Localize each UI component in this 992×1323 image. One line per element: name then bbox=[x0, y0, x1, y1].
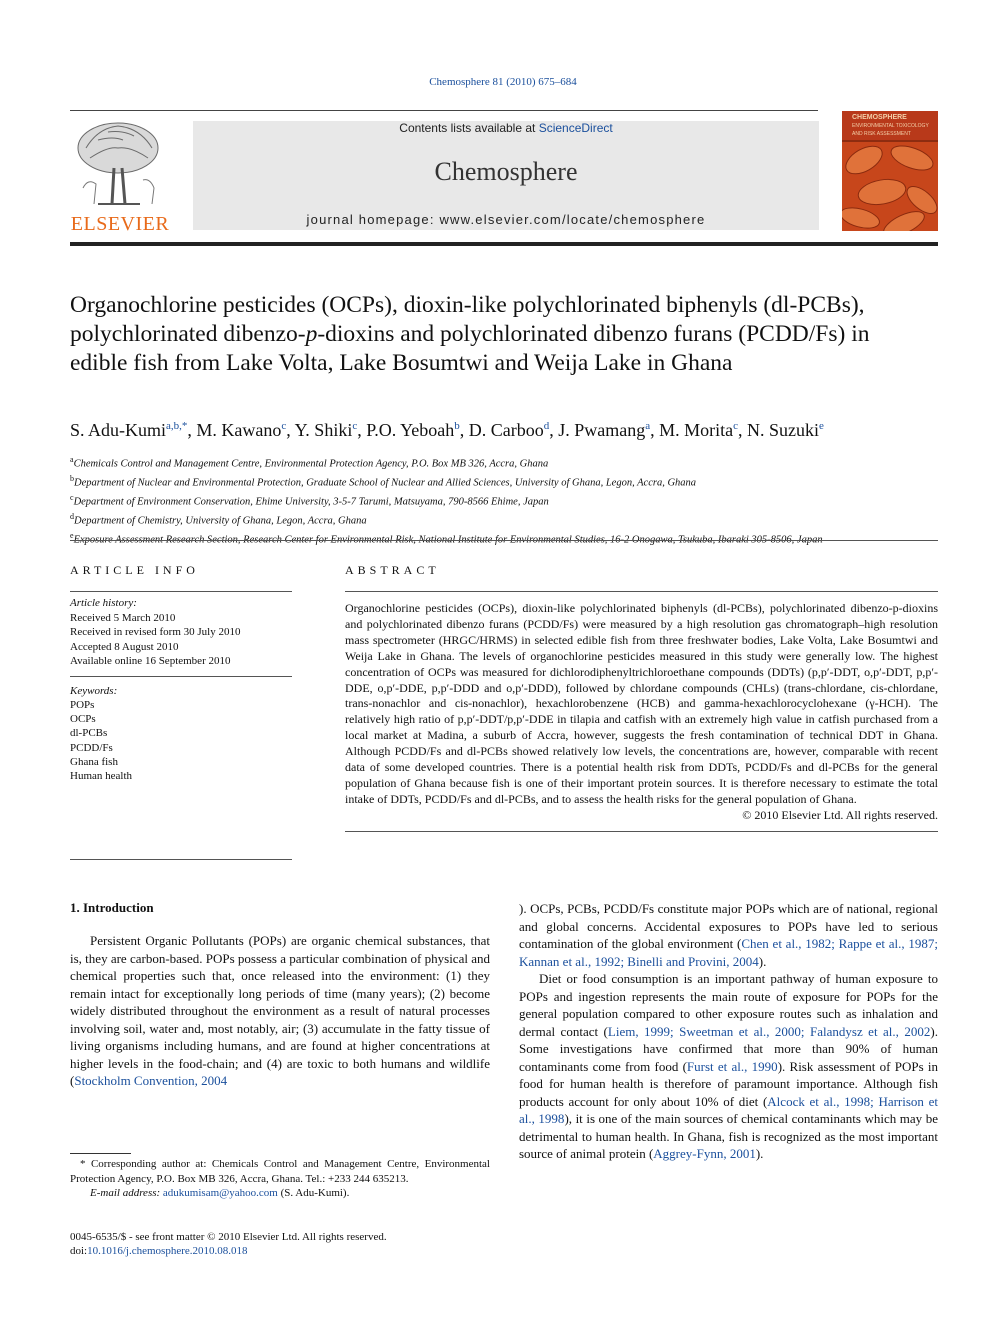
history-item: Available online 16 September 2010 bbox=[70, 655, 231, 667]
abstract-heading: ABSTRACT bbox=[345, 563, 440, 577]
author-name[interactable]: D. Carboo bbox=[468, 420, 544, 440]
masthead-thick-rule bbox=[70, 242, 938, 246]
cover-leaves-icon bbox=[842, 140, 938, 231]
author-email-link[interactable]: adukumisam@yahoo.com bbox=[162, 1187, 278, 1199]
author-affiliation-marker[interactable]: c bbox=[352, 420, 358, 432]
exposure-citations-link[interactable]: Liem, 1999; Sweetman et al., 2000; Falandysz et al., 2002 bbox=[607, 1023, 931, 1039]
author-separator: , bbox=[286, 420, 295, 440]
affiliation-key: b bbox=[70, 474, 74, 483]
aggrey-fynn-citation-link[interactable]: Aggrey-Fynn, 2001 bbox=[653, 1146, 756, 1161]
keywords-label: Keywords: bbox=[70, 684, 118, 697]
affiliation-text: Department of Environment Conservation, Ehime University, 3-5-7 Tarumi, Matsuyama, 790-8566 Ehime, Japan bbox=[73, 496, 549, 508]
author-affiliation-marker[interactable]: a bbox=[645, 420, 651, 432]
author-affiliation-marker[interactable]: e bbox=[819, 420, 824, 432]
keywords bbox=[70, 684, 292, 784]
intro-paragraph-2: Diet or food consumption is an important pathway of human exposure to POPs and ingestion represents the main route of exposure for POPs for the general population compared to other exposure routes such as inhalation and dermal contact (Liem, 1999; Sweetman et al., 2000; Falandysz et al., 2002). Some investigations have confirmed that more than 90% of human contaminants come from food (Furst et al., 1990). Risk assessment of POPs in food for human health is therefore of paramount importance. Although fish products account for only about 10% of diet (Alcock et al., 1998; Harrison et al., 1998), it is one of the main sources of chemical contaminants which may be detrimental to human health. In Ghana, fish is recognized as the most important source of animal protein (Aggrey-Fynn, 2001). bbox=[519, 971, 938, 1161]
author-list bbox=[70, 420, 950, 441]
introduction-heading: 1. Introduction bbox=[70, 900, 154, 915]
issn-doi-block bbox=[70, 1230, 490, 1258]
author-name[interactable]: N. Suzuki bbox=[747, 420, 820, 440]
author-separator: , bbox=[549, 420, 559, 440]
author-name[interactable]: J. Pwamang bbox=[558, 420, 646, 440]
abstract bbox=[345, 563, 938, 832]
history-item: Received 5 March 2010 bbox=[70, 611, 176, 624]
keyword-item: PCDD/Fs bbox=[70, 741, 113, 754]
affiliation-key: c bbox=[70, 493, 74, 502]
keyword-item: OCPs bbox=[70, 713, 96, 726]
footnote-email-line: E-mail address: adukumisam@yahoo.com (S. Adu-Kumi). bbox=[90, 1187, 350, 1199]
author-affiliation-marker[interactable]: c bbox=[733, 420, 739, 432]
author-affiliation-marker[interactable]: b bbox=[454, 420, 460, 432]
cover-label: CHEMOSPHERE ENVIRONMENTAL TOXICOLOGY AND RISK ASSESSMENT bbox=[852, 114, 929, 137]
footnote-rule bbox=[70, 1153, 131, 1154]
doi-link[interactable]: 10.1016/j.chemosphere.2010.08.018 bbox=[87, 1245, 248, 1257]
journal-header-box bbox=[193, 121, 819, 230]
doi-line: doi:10.1016/j.chemosphere.2010.08.018 bbox=[70, 1245, 248, 1257]
article-info-rule bbox=[70, 591, 292, 592]
journal-homepage[interactable]: journal homepage: www.elsevier.com/locate/chemosphere bbox=[306, 212, 706, 227]
author-separator: , bbox=[650, 420, 660, 440]
author-name[interactable]: S. Adu-Kumi bbox=[70, 420, 167, 440]
affiliation-item bbox=[70, 529, 950, 548]
abstract-rule bbox=[345, 591, 938, 592]
author-name[interactable]: M. Morita bbox=[659, 420, 734, 440]
author-name[interactable]: M. Kawano bbox=[196, 420, 282, 440]
masthead-top-rule bbox=[70, 110, 818, 111]
affiliation-key: a bbox=[70, 455, 74, 464]
intro-paragraph-1a: Persistent Organic Pollutants (POPs) are organic chemical substances, that is, they are carbon-based. POPs possess a particular combination of physical and chemical properties such that, once released into the environment: (1) they remain intact for exceptionally long periods of time (many years); (2) become widely distributed throughout the environment as a result of natural processes involving soil, water and, most notably, air; (3) accumulate in the fatty tissue of living organisms including humans, and are found at higher concentrations at higher levels in the food-chain; and (4) are toxic to both humans and wildlife (Stockholm Convention, 2004 bbox=[70, 933, 490, 1088]
affiliation-key: e bbox=[70, 531, 74, 540]
contents-availability: Contents lists available at ScienceDirect bbox=[399, 121, 613, 135]
author-affiliation-marker[interactable]: a,b,* bbox=[166, 420, 188, 432]
history-item: Accepted 8 August 2010 bbox=[70, 640, 179, 653]
issn-line: 0045-6535/$ - see front matter © 2010 Elsevier Ltd. All rights reserved. bbox=[70, 1231, 387, 1243]
author-affiliation-marker[interactable]: d bbox=[543, 420, 550, 432]
article-info-heading: ARTICLE INFO bbox=[70, 563, 199, 577]
diet-citations-link[interactable]: Alcock et al., 1998; Harrison et al., 1998 bbox=[519, 1093, 938, 1126]
keyword-item: Human health bbox=[70, 770, 133, 783]
elsevier-wordmark: ELSEVIER bbox=[70, 213, 170, 235]
history-label: Article history: bbox=[70, 597, 137, 609]
article-title: Organochlorine pesticides (OCPs), dioxin-like polychlorinated biphenyls (dl-PCBs), polychlorinated dibenzo-p-dioxins and polychlorinated dibenzo furans (PCDD/Fs) in edible fish from Lake Volta, Lake Bosumtwi and Weija Lake in Ghana bbox=[70, 292, 870, 376]
author-separator: , bbox=[459, 420, 469, 440]
abstract-copyright: © 2010 Elsevier Ltd. All rights reserved. bbox=[742, 807, 938, 822]
elsevier-logo[interactable] bbox=[68, 118, 174, 234]
affiliation-item bbox=[70, 510, 950, 529]
affiliation-text: Department of Chemistry, University of Ghana, Legon, Accra, Ghana bbox=[74, 515, 367, 527]
body-column-right bbox=[519, 900, 938, 1163]
elsevier-tree-icon bbox=[68, 118, 168, 210]
article-info-bottom-rule bbox=[70, 859, 292, 860]
affiliation-rule bbox=[70, 540, 938, 541]
journal-cover-image[interactable] bbox=[842, 111, 938, 231]
body-column-left bbox=[70, 900, 490, 1090]
affiliation-text: Department of Nuclear and Environmental Protection, Graduate School of Nuclear and Allied Sciences, University of Ghana, Legon, Accra, Ghana bbox=[74, 477, 697, 489]
affiliation-item bbox=[70, 491, 950, 510]
journal-name: Chemosphere bbox=[434, 157, 578, 186]
affiliation-text: Exposure Assessment Research Section, Research Center for Environmental Risk, National Institute for Environmental Studies, 16-2 Onogawa, Tsukuba, Ibaraki 305-8506, Japan bbox=[73, 534, 823, 546]
keyword-item: dl-PCBs bbox=[70, 727, 108, 740]
abstract-text: Organochlorine pesticides (OCPs), dioxin-like polychlorinated biphenyls (dl-PCBs), polychlorinated dibenzo-p-dioxins and polychlorinated dibenzo furans (PCDD/Fs) were measured by a high resolution gas chromatograph–high resolution mass spectrometer (HRGC/HRMS) in selected edible fish from three freshwater bodies, Lake Volta, Lake Bosumtwi and Weija Lake in Ghana. The levels of organochlorine pesticides measured in this study were generally low. The highest concentration of OCPs was measured for dichlorodiphenyltrichloroethane compounds (DDTs) (p,p′-DDT, o,p′-DDT, p,p′-DDE, o,p′-DDE, p,p′-DDD and o,p′-DDD), followed by chlordane compounds (CHLs) (trans-chlordane, cis-chlordane, trans-nonachlor and cis-nonachlor), hexachlorobenzene (HCB) and gamma-hexachlorocyclohexane (γ-HCH). The relatively high ratio of p,p′-DDT/p,p′-DDE in tilapia and catfish with an extremely high value in catfish purchased from a local market at Madina, a suburb of Accra, however, suggests the fresh contamination of technical DDT in Ghana. Although PCDD/Fs and dl-PCBs showed relatively low levels, the concentrations are, however, comparable with recent data of some developed countries. There is a potential health risk from DDTs, PCDD/Fs and dl-PCBs for the general population of Ghana because fish is one of their important protein sources. It is therefore necessary to estimate the total intake of DDTs, PCDD/Fs and dl-PCBs, and to assess the health risks for the general population of Ghana. bbox=[345, 601, 938, 806]
sciencedirect-link[interactable]: ScienceDirect bbox=[538, 121, 613, 135]
intro-paragraph-1b: ). OCPs, PCBs, PCDD/Fs constitute major POPs which are of national, regional and global concerns. Accidental exposures to POPs have led to serious contamination of the global environment (Chen et al., 1982; Rappe et al., 1987; Kannan et al., 1992; Binelli and Provini, 2004). bbox=[519, 901, 939, 969]
author-separator: , bbox=[738, 420, 748, 440]
abstract-bottom-rule bbox=[345, 831, 938, 832]
history-item: Received in revised form 30 July 2010 bbox=[70, 626, 241, 638]
affiliation-text: Chemicals Control and Management Centre, Environmental Protection Agency, P.O. Box MB 326, Accra, Ghana bbox=[73, 458, 549, 470]
author-affiliation-marker[interactable]: c bbox=[281, 420, 287, 432]
affiliation-key: d bbox=[70, 512, 74, 521]
furst-citation-link[interactable]: Furst et al., 1990 bbox=[686, 1058, 778, 1074]
corresponding-author-footnote bbox=[70, 1157, 490, 1201]
article-info bbox=[70, 563, 292, 784]
author-name[interactable]: P.O. Yeboah bbox=[366, 420, 455, 440]
article-history bbox=[70, 596, 292, 669]
affiliation-item bbox=[70, 472, 950, 491]
history-rule bbox=[70, 676, 292, 677]
author-name[interactable]: Y. Shiki bbox=[294, 420, 353, 440]
stockholm-citation-link[interactable]: Stockholm Convention, 2004 bbox=[74, 1073, 228, 1088]
contamination-citations-link[interactable]: Chen et al., 1982; Rappe et al., 1987; Kannan et al., 1992; Binelli and Provini, 2004 bbox=[519, 936, 939, 969]
affiliations bbox=[70, 453, 950, 548]
footnote-text: * Corresponding author at: Chemicals Control and Management Centre, Environmental Protection Agency, P.O. Box MB 326, Accra, Ghana. Tel.: +233 244 635213. bbox=[70, 1158, 490, 1185]
affiliation-item bbox=[70, 453, 950, 472]
keyword-item: POPs bbox=[70, 698, 95, 711]
author-separator: , bbox=[357, 420, 367, 440]
keyword-item: Ghana fish bbox=[70, 755, 118, 768]
author-separator: , bbox=[187, 420, 197, 440]
journal-citation[interactable]: Chemosphere 81 (2010) 675–684 bbox=[429, 76, 577, 88]
